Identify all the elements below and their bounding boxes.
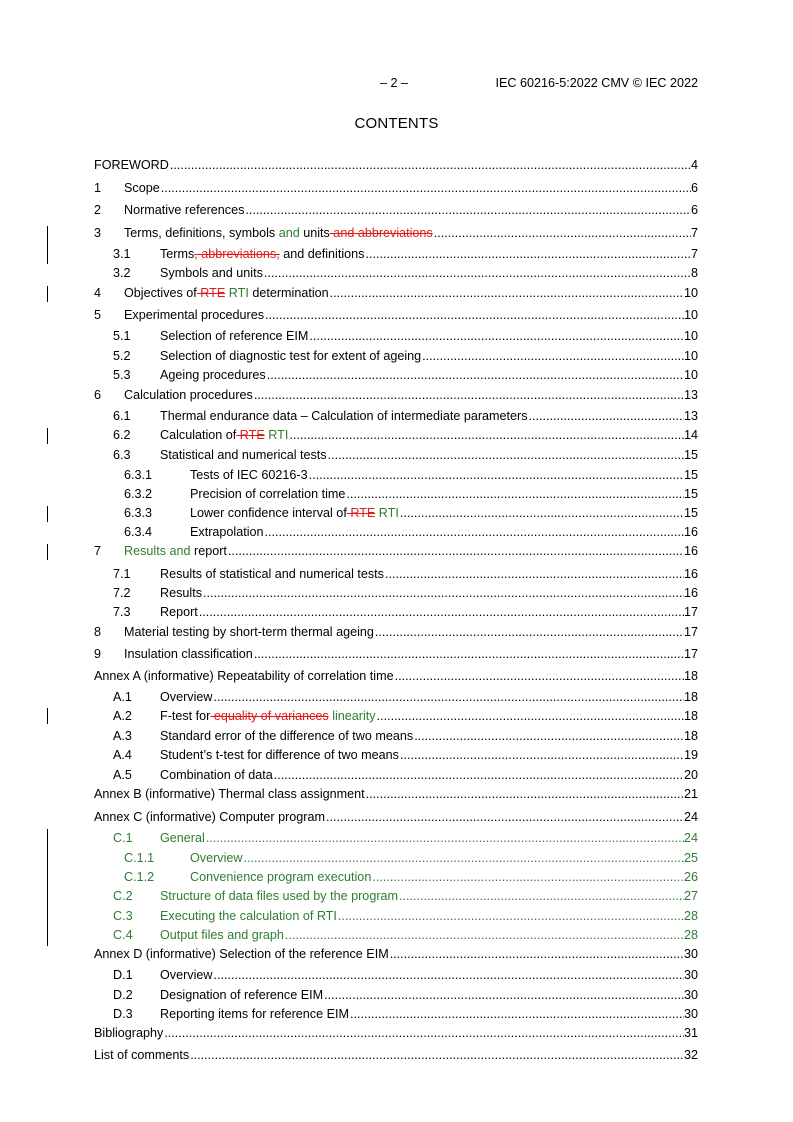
toc-entry-title: Results and report bbox=[124, 544, 227, 558]
toc-entry[interactable] bbox=[0, 349, 793, 365]
toc-entry[interactable] bbox=[0, 388, 793, 404]
toc-entry-page: 28 bbox=[683, 928, 698, 942]
toc-entry[interactable] bbox=[0, 889, 793, 905]
toc-entry[interactable] bbox=[0, 690, 793, 706]
toc-entry-page: 10 bbox=[683, 349, 698, 363]
toc-entry-number: C.1 bbox=[113, 831, 133, 845]
toc-entry-page: 14 bbox=[683, 428, 698, 442]
toc-entry-number: C.4 bbox=[113, 928, 133, 942]
toc-entry-number: 6.1 bbox=[113, 409, 131, 423]
toc-entry-page: 24 bbox=[683, 810, 698, 824]
toc-entry[interactable] bbox=[0, 203, 793, 219]
inserted-text: RTI bbox=[264, 428, 289, 442]
toc-entry-page: 15 bbox=[683, 487, 698, 501]
toc-entry-title: Statistical and numerical tests bbox=[160, 448, 327, 462]
deleted-text: and abbreviations bbox=[329, 226, 433, 240]
toc-entry-number: 9 bbox=[94, 647, 102, 661]
toc-entry-title: Overview bbox=[160, 968, 213, 982]
inserted-text: linearity bbox=[328, 709, 376, 723]
toc-entry[interactable] bbox=[0, 525, 793, 541]
toc-entry[interactable] bbox=[0, 709, 793, 725]
toc-entry-page: 4 bbox=[690, 158, 698, 172]
toc-entry-title: Annex B (informative) Thermal class assignment bbox=[94, 787, 365, 801]
toc-entry-title: Insulation classification bbox=[124, 647, 253, 661]
toc-entry-title: Student’s t-test for difference of two means bbox=[160, 748, 399, 762]
toc-entry-number: 6.3 bbox=[113, 448, 131, 462]
toc-entry-title: Normative references bbox=[124, 203, 245, 217]
deleted-text: RTE bbox=[236, 428, 265, 442]
toc-entry-page: 19 bbox=[683, 748, 698, 762]
toc-entry-number: 7.2 bbox=[113, 586, 131, 600]
toc-entry-page: 13 bbox=[683, 388, 698, 402]
toc-entry[interactable] bbox=[0, 506, 793, 522]
toc-entry-page: 16 bbox=[683, 586, 698, 600]
toc-entry-page: 26 bbox=[683, 870, 698, 884]
toc-entry-title: Output files and graph bbox=[160, 928, 284, 942]
toc-entry-page: 32 bbox=[683, 1048, 698, 1062]
toc-entry[interactable] bbox=[0, 567, 793, 583]
toc-entry-page: 15 bbox=[683, 468, 698, 482]
toc-entry-title: Annex A (informative) Repeatability of correlation time bbox=[94, 669, 394, 683]
toc-entry[interactable] bbox=[0, 544, 793, 560]
toc-entry-title: Symbols and units bbox=[160, 266, 263, 280]
toc-entry-page: 18 bbox=[683, 669, 698, 683]
toc-entry-number: 6.2 bbox=[113, 428, 131, 442]
toc-entry-title: Experimental procedures bbox=[124, 308, 265, 322]
inserted-text: RTI bbox=[225, 286, 249, 300]
toc-entry[interactable] bbox=[0, 266, 793, 282]
toc-entry-page: 30 bbox=[683, 947, 698, 961]
toc-entry-number: A.3 bbox=[113, 729, 132, 743]
toc-entry[interactable] bbox=[0, 909, 793, 925]
toc-entry[interactable] bbox=[0, 368, 793, 384]
toc-entry-number: 5.2 bbox=[113, 349, 131, 363]
toc-entry-title: Overview bbox=[190, 851, 243, 865]
toc-entry[interactable] bbox=[0, 831, 793, 847]
inserted-text: Results and bbox=[124, 544, 191, 558]
toc-entry-page: 16 bbox=[683, 567, 698, 581]
toc-entry-number: 3 bbox=[94, 226, 102, 240]
toc-entry-title: Overview bbox=[160, 690, 213, 704]
toc-entry-page: 6 bbox=[690, 181, 698, 195]
toc-entry-page: 18 bbox=[683, 690, 698, 704]
toc-entry-title: Tests of IEC 60216-3 bbox=[190, 468, 308, 482]
toc-entry-number: C.1.1 bbox=[124, 851, 155, 865]
toc-entry[interactable] bbox=[0, 1007, 793, 1023]
toc-entry-title: General bbox=[160, 831, 205, 845]
toc-entry-number: D.3 bbox=[113, 1007, 133, 1021]
toc-entry-page: 31 bbox=[683, 1026, 698, 1040]
toc-entry-title: Results bbox=[160, 586, 202, 600]
toc-entry-number: 6 bbox=[94, 388, 102, 402]
deleted-text: RTE bbox=[196, 286, 226, 300]
toc-entry-number: 3.1 bbox=[113, 247, 131, 261]
toc-entry-page: 25 bbox=[683, 851, 698, 865]
toc-entry-title: Objectives of RTE RTI determination bbox=[124, 286, 329, 300]
toc-entry-title: Selection of reference EIM bbox=[160, 329, 309, 343]
toc-entry-page: 21 bbox=[683, 787, 698, 801]
toc-entry-page: 15 bbox=[683, 506, 698, 520]
toc-entry[interactable] bbox=[0, 748, 793, 764]
toc-entry[interactable] bbox=[0, 409, 793, 425]
toc-entry-page: 7 bbox=[690, 226, 698, 240]
toc-entry-number: 5.1 bbox=[113, 329, 131, 343]
toc-entry[interactable] bbox=[0, 181, 793, 197]
toc-entry-title: Executing the calculation of RTI bbox=[160, 909, 337, 923]
toc-entry-number: D.1 bbox=[113, 968, 133, 982]
toc-entry[interactable] bbox=[0, 928, 793, 944]
toc-entry[interactable] bbox=[0, 669, 793, 685]
toc-entry-number: A.5 bbox=[113, 768, 132, 782]
toc-entry-page: 27 bbox=[683, 889, 698, 903]
toc-entry-title: Precision of correlation time bbox=[190, 487, 346, 501]
toc-entry[interactable] bbox=[0, 247, 793, 263]
inserted-text: RTI bbox=[375, 506, 399, 520]
toc-entry-number: 7.3 bbox=[113, 605, 131, 619]
toc-entry-number: C.1.2 bbox=[124, 870, 155, 884]
toc-entry-number: C.3 bbox=[113, 909, 133, 923]
toc-entry-title: Terms, abbreviations, and definitions bbox=[160, 247, 365, 261]
toc-entry-number: C.2 bbox=[113, 889, 133, 903]
page-title: CONTENTS bbox=[354, 115, 439, 132]
toc-entry[interactable] bbox=[0, 1026, 793, 1042]
toc-entry-title: Annex C (informative) Computer program bbox=[94, 810, 325, 824]
toc-entry-title: Calculation procedures bbox=[124, 388, 253, 402]
toc-entry-number: 8 bbox=[94, 625, 102, 639]
toc-entry-page: 18 bbox=[683, 709, 698, 723]
toc-entry-page: 16 bbox=[683, 525, 698, 539]
toc-entry-number: 1 bbox=[94, 181, 102, 195]
toc-entry-page: 30 bbox=[683, 968, 698, 982]
toc-entry-title: Designation of reference EIM bbox=[160, 988, 324, 1002]
toc-entry-page: 8 bbox=[690, 266, 698, 280]
toc-entry[interactable] bbox=[0, 947, 793, 963]
toc-entry-title: Bibliography bbox=[94, 1026, 164, 1040]
toc-entry[interactable] bbox=[0, 870, 793, 886]
toc-entry-page: 6 bbox=[690, 203, 698, 217]
toc-entry-title: Scope bbox=[124, 181, 160, 195]
deleted-text: RTE bbox=[346, 506, 376, 520]
toc-entry-title: Lower confidence interval of RTE RTI bbox=[190, 506, 399, 520]
toc-entry-title: Standard error of the difference of two means bbox=[160, 729, 414, 743]
toc-entry[interactable] bbox=[0, 968, 793, 984]
toc-entry-title: Extrapolation bbox=[190, 525, 264, 539]
toc-entry-title: Results of statistical and numerical tests bbox=[160, 567, 384, 581]
toc-entry[interactable] bbox=[0, 487, 793, 503]
toc-entry-page: 30 bbox=[683, 1007, 698, 1021]
toc-entry-page: 17 bbox=[683, 647, 698, 661]
toc-entry-title: List of comments bbox=[94, 1048, 190, 1062]
toc-entry-number: 2 bbox=[94, 203, 102, 217]
toc-entry-number: A.2 bbox=[113, 709, 132, 723]
toc-entry-page: 13 bbox=[683, 409, 698, 423]
toc-entry-number: 4 bbox=[94, 286, 102, 300]
toc-entry[interactable] bbox=[0, 448, 793, 464]
toc-entry-page: 10 bbox=[683, 368, 698, 382]
toc-entry-number: D.2 bbox=[113, 988, 133, 1002]
toc-entry-page: 17 bbox=[683, 605, 698, 619]
toc-entry[interactable] bbox=[0, 729, 793, 745]
toc-entry[interactable] bbox=[0, 286, 793, 302]
toc-entry-page: 10 bbox=[683, 286, 698, 300]
toc-entry[interactable] bbox=[0, 468, 793, 484]
toc-entry-page: 18 bbox=[683, 729, 698, 743]
header-standard-id: IEC 60216-5:2022 CMV © IEC 2022 bbox=[495, 76, 698, 90]
toc-entry[interactable] bbox=[0, 605, 793, 621]
toc-entry[interactable] bbox=[0, 768, 793, 784]
toc-entry-title: FOREWORD bbox=[94, 158, 169, 172]
toc-entry[interactable] bbox=[0, 308, 793, 324]
toc-entry-title: Material testing by short-term thermal ageing bbox=[124, 625, 374, 639]
toc-entry[interactable] bbox=[0, 428, 793, 444]
toc-entry-number: 6.3.2 bbox=[124, 487, 153, 501]
toc-entry-number: A.4 bbox=[113, 748, 132, 762]
toc-entry-number: A.1 bbox=[113, 690, 132, 704]
header-page-number: – 2 – bbox=[379, 76, 408, 90]
toc-entry-title: Selection of diagnostic test for extent of ageing bbox=[160, 349, 422, 363]
toc-entry-page: 28 bbox=[683, 909, 698, 923]
toc-entry-title: Reporting items for reference EIM bbox=[160, 1007, 349, 1021]
toc-entry-title: Terms, definitions, symbols and units and abbreviations bbox=[124, 226, 433, 240]
toc-entry-number: 3.2 bbox=[113, 266, 131, 280]
toc-entry-number: 5.3 bbox=[113, 368, 131, 382]
toc-entry-title: Report bbox=[160, 605, 198, 619]
toc-entry[interactable] bbox=[0, 329, 793, 345]
toc-entry-number: 7 bbox=[94, 544, 102, 558]
toc-entry-number: 7.1 bbox=[113, 567, 131, 581]
toc-entry-title: Annex D (informative) Selection of the reference EIM bbox=[94, 947, 389, 961]
deleted-text: equality of variances bbox=[210, 709, 329, 723]
toc-entry[interactable] bbox=[0, 647, 793, 663]
toc-entry-page: 10 bbox=[683, 329, 698, 343]
inserted-text: and bbox=[278, 226, 300, 240]
toc-entry-title: F-test for equality of variances linearity bbox=[160, 709, 376, 723]
toc-entry[interactable] bbox=[0, 158, 793, 174]
toc-entry[interactable] bbox=[0, 625, 793, 641]
toc-entry-page: 24 bbox=[683, 831, 698, 845]
toc-entry-page: 30 bbox=[683, 988, 698, 1002]
toc-entry-number: 5 bbox=[94, 308, 102, 322]
toc-entry-title: Convenience program execution bbox=[190, 870, 372, 884]
deleted-text: , abbreviations, bbox=[194, 247, 280, 261]
toc-entry-page: 10 bbox=[683, 308, 698, 322]
toc-entry-number: 6.3.3 bbox=[124, 506, 153, 520]
toc-entry[interactable] bbox=[0, 851, 793, 867]
toc-entry[interactable] bbox=[0, 787, 793, 803]
toc-entry-number: 6.3.1 bbox=[124, 468, 153, 482]
toc-entry[interactable] bbox=[0, 226, 793, 242]
toc-entry-title: Thermal endurance data – Calculation of intermediate parameters bbox=[160, 409, 528, 423]
toc-entry-number: 6.3.4 bbox=[124, 525, 153, 539]
toc-entry[interactable] bbox=[0, 1048, 793, 1064]
toc-entry-page: 20 bbox=[683, 768, 698, 782]
toc-entry-title: Structure of data files used by the program bbox=[160, 889, 399, 903]
toc-entry-title: Ageing procedures bbox=[160, 368, 266, 382]
toc-entry-page: 16 bbox=[683, 544, 698, 558]
toc-entry-title: Calculation of RTE RTI bbox=[160, 428, 289, 442]
toc-entry-page: 15 bbox=[683, 448, 698, 462]
toc-entry-title: Combination of data bbox=[160, 768, 273, 782]
toc-entry[interactable] bbox=[0, 988, 793, 1004]
toc-entry-page: 7 bbox=[690, 247, 698, 261]
toc-entry-page: 17 bbox=[683, 625, 698, 639]
toc-entry[interactable] bbox=[0, 810, 793, 826]
toc-entry[interactable] bbox=[0, 586, 793, 602]
